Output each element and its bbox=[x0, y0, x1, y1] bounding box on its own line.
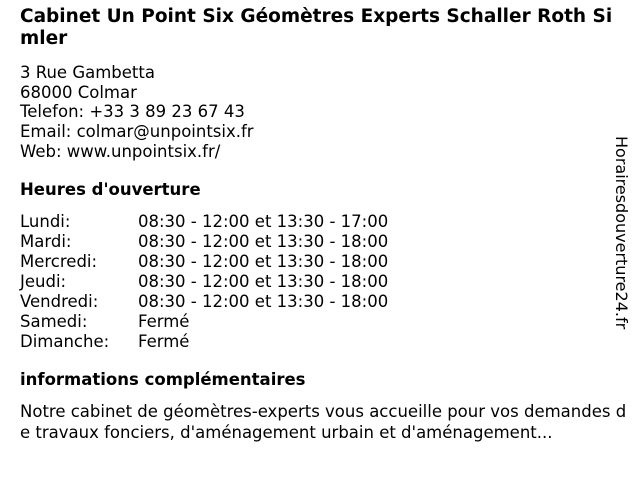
hours-row bbox=[20, 272, 616, 292]
hours-day: Mercredi: bbox=[20, 251, 98, 271]
city-address: 68000 Colmar bbox=[20, 82, 137, 102]
watermark-text: Horairesdouverture24.fr bbox=[612, 136, 631, 330]
hours-time: 08:30 - 12:00 et 13:30 - 17:00 bbox=[138, 211, 389, 231]
hours-day: Jeudi: bbox=[20, 271, 67, 291]
opening-hours-heading: Heures d'ouverture bbox=[20, 179, 201, 199]
hours-row bbox=[20, 292, 616, 312]
hours-time: Fermé bbox=[138, 332, 190, 352]
phone-number: Telefon: +33 3 89 23 67 43 bbox=[20, 102, 245, 122]
street-address: 3 Rue Gambetta bbox=[20, 63, 155, 82]
email-address: Email: colmar@unpointsix.fr bbox=[20, 122, 254, 142]
hours-time: 08:30 - 12:00 et 13:30 - 18:00 bbox=[138, 251, 389, 271]
hours-day: Lundi: bbox=[20, 211, 71, 231]
hours-day: Samedi: bbox=[20, 311, 88, 331]
opening-hours-table bbox=[20, 212, 616, 353]
hours-row bbox=[20, 252, 616, 272]
hours-day: Vendredi: bbox=[20, 291, 99, 311]
business-name: Cabinet Un Point Six Géomètres Experts Schaller Roth Simler bbox=[20, 6, 613, 49]
hours-time: 08:30 - 12:00 et 13:30 - 18:00 bbox=[138, 291, 389, 311]
website: Web: www.unpointsix.fr/ bbox=[20, 141, 221, 161]
hours-day: Mardi: bbox=[20, 231, 72, 251]
hours-time: Fermé bbox=[138, 311, 190, 331]
hours-time: 08:30 - 12:00 et 13:30 - 18:00 bbox=[138, 231, 389, 251]
hours-row bbox=[20, 332, 616, 352]
hours-day: Dimanche: bbox=[20, 332, 110, 352]
watermark bbox=[601, 136, 640, 346]
hours-row bbox=[20, 312, 616, 332]
address-block bbox=[20, 63, 616, 162]
additional-info-heading: informations complémentaires bbox=[20, 370, 306, 390]
additional-info-text: Notre cabinet de géomètres-experts vous accueille pour vos demandes de travaux fonciers, d'aménagement urbain et d'aménagement... bbox=[20, 402, 627, 442]
hours-row bbox=[20, 232, 616, 252]
hours-row bbox=[20, 212, 616, 232]
hours-time: 08:30 - 12:00 et 13:30 - 18:00 bbox=[138, 271, 389, 291]
